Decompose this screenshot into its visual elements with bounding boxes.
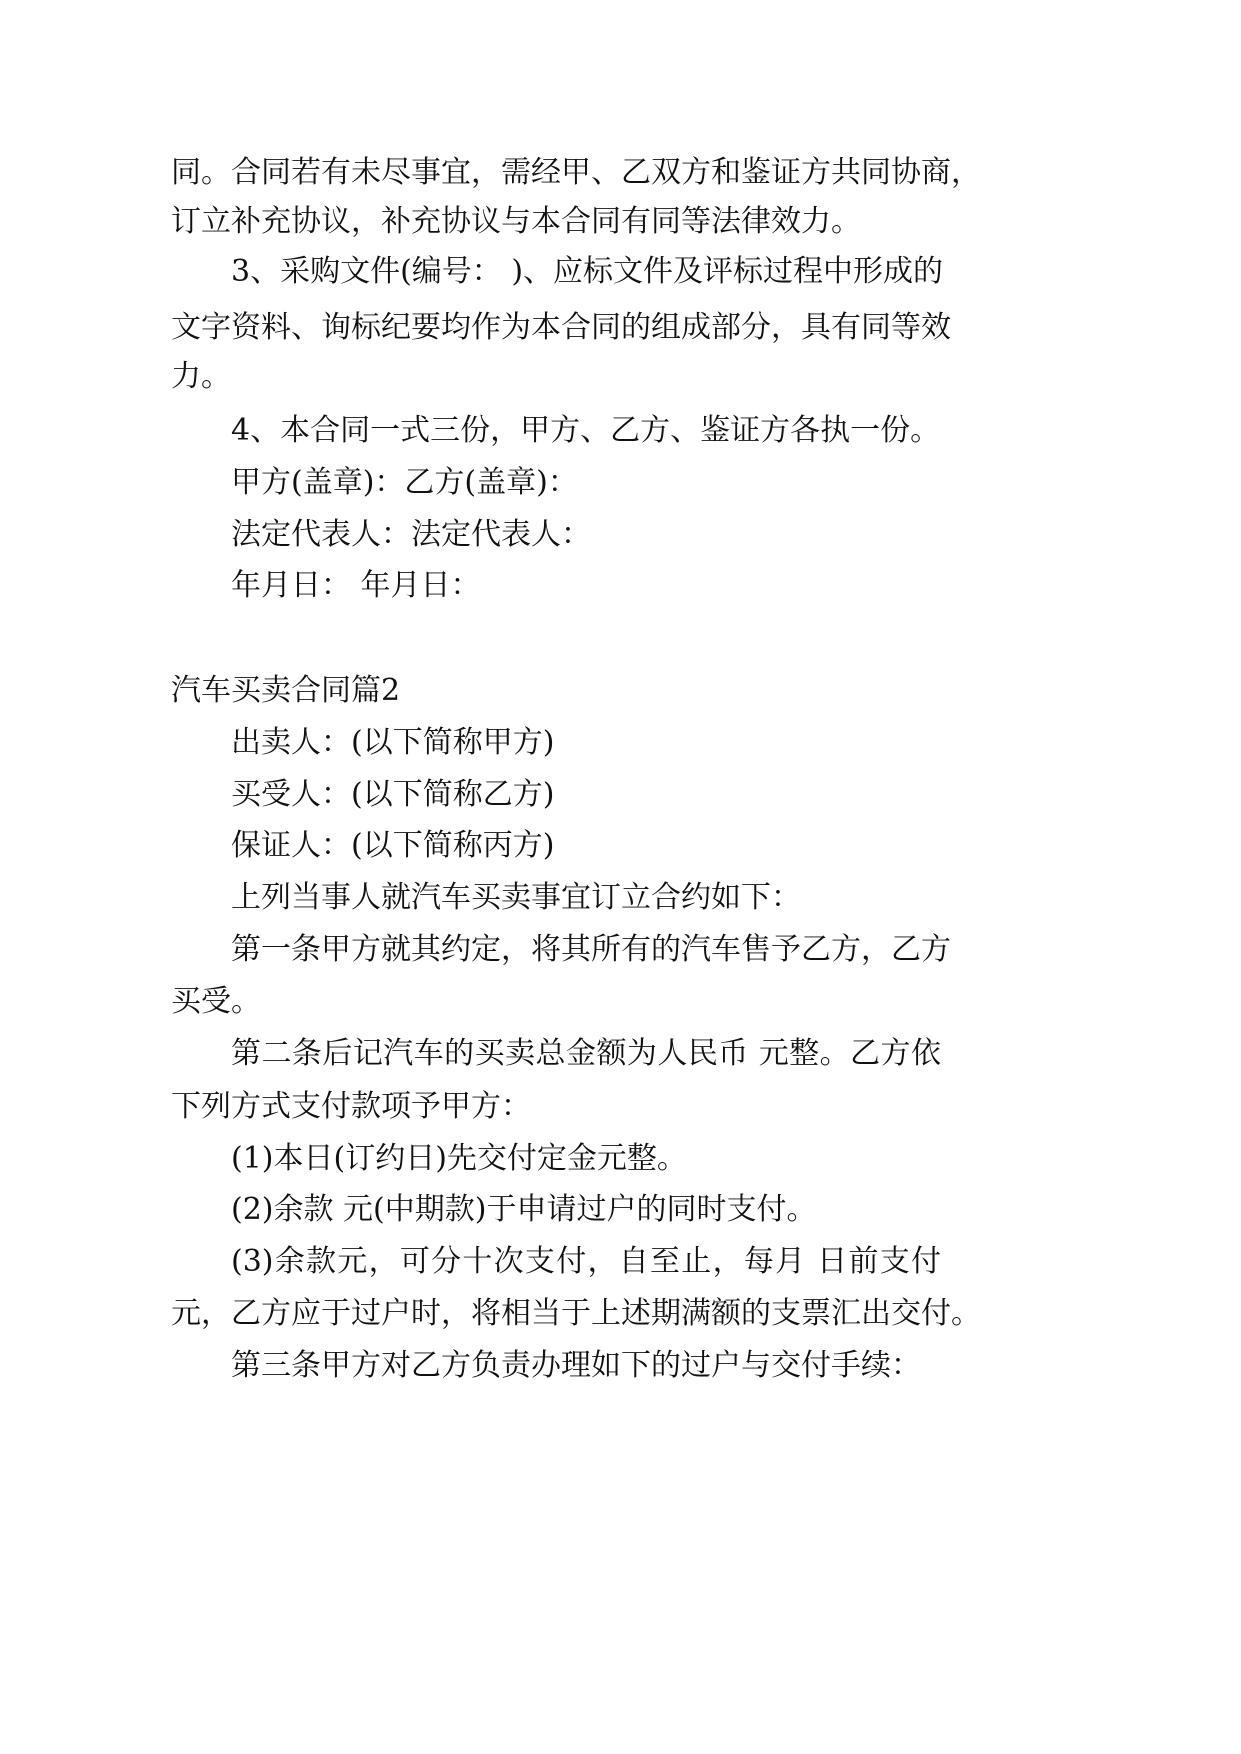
payment-item: (3)余款元，可分十次支付，自至止，每月 日前支付 (231, 1244, 941, 1279)
payment-item: (2)余款 元(中期款)于申请过户的同时支付。 (231, 1192, 817, 1227)
paragraph-line: 力。 (171, 359, 231, 394)
paragraph-line: 第二条后记汽车的买卖总金额为人民币 元整。乙方依 (231, 1036, 941, 1071)
payment-item: (1)本日(订约日)先交付定金元整。 (231, 1141, 687, 1176)
paragraph-line: 第一条甲方就其约定，将其所有的汽车售予乙方，乙方 (231, 932, 951, 967)
paragraph-line: 同。合同若有未尽事宜，需经甲、乙双方和鉴证方共同协商， (171, 155, 981, 190)
paragraph-line: 第三条甲方对乙方负责办理如下的过户与交付手续： (231, 1348, 921, 1383)
signature-date-line: 年月日： 年月日： (231, 568, 481, 603)
signature-party-line: 甲方(盖章)：乙方(盖章)： (231, 465, 578, 500)
paragraph-line: 元，乙方应于过户时，将相当于上述期满额的支票汇出交付。 (171, 1296, 981, 1331)
seller-line: 出卖人：(以下简称甲方) (231, 725, 555, 760)
paragraph-line: 3、采购文件(编号： )、应标文件及评标过程中形成的 (231, 254, 944, 289)
section-title: 汽车买卖合同篇2 (171, 673, 401, 708)
paragraph-line: 4、本合同一式三份，甲方、乙方、鉴证方各执一份。 (231, 413, 941, 448)
guarantor-line: 保证人：(以下简称丙方) (231, 828, 555, 863)
paragraph-line: 文字资料、询标纪要均作为本合同的组成部分，具有同等效 (171, 310, 951, 345)
signature-representative-line: 法定代表人：法定代表人： (231, 517, 591, 552)
paragraph-line: 下列方式支付款项予甲方： (171, 1089, 531, 1124)
buyer-line: 买受人：(以下简称乙方) (231, 777, 555, 812)
paragraph-line: 买受。 (171, 984, 261, 1019)
paragraph-line: 上列当事人就汽车买卖事宜订立合约如下： (231, 880, 801, 915)
paragraph-line: 订立补充协议，补充协议与本合同有同等法律效力。 (171, 204, 861, 239)
